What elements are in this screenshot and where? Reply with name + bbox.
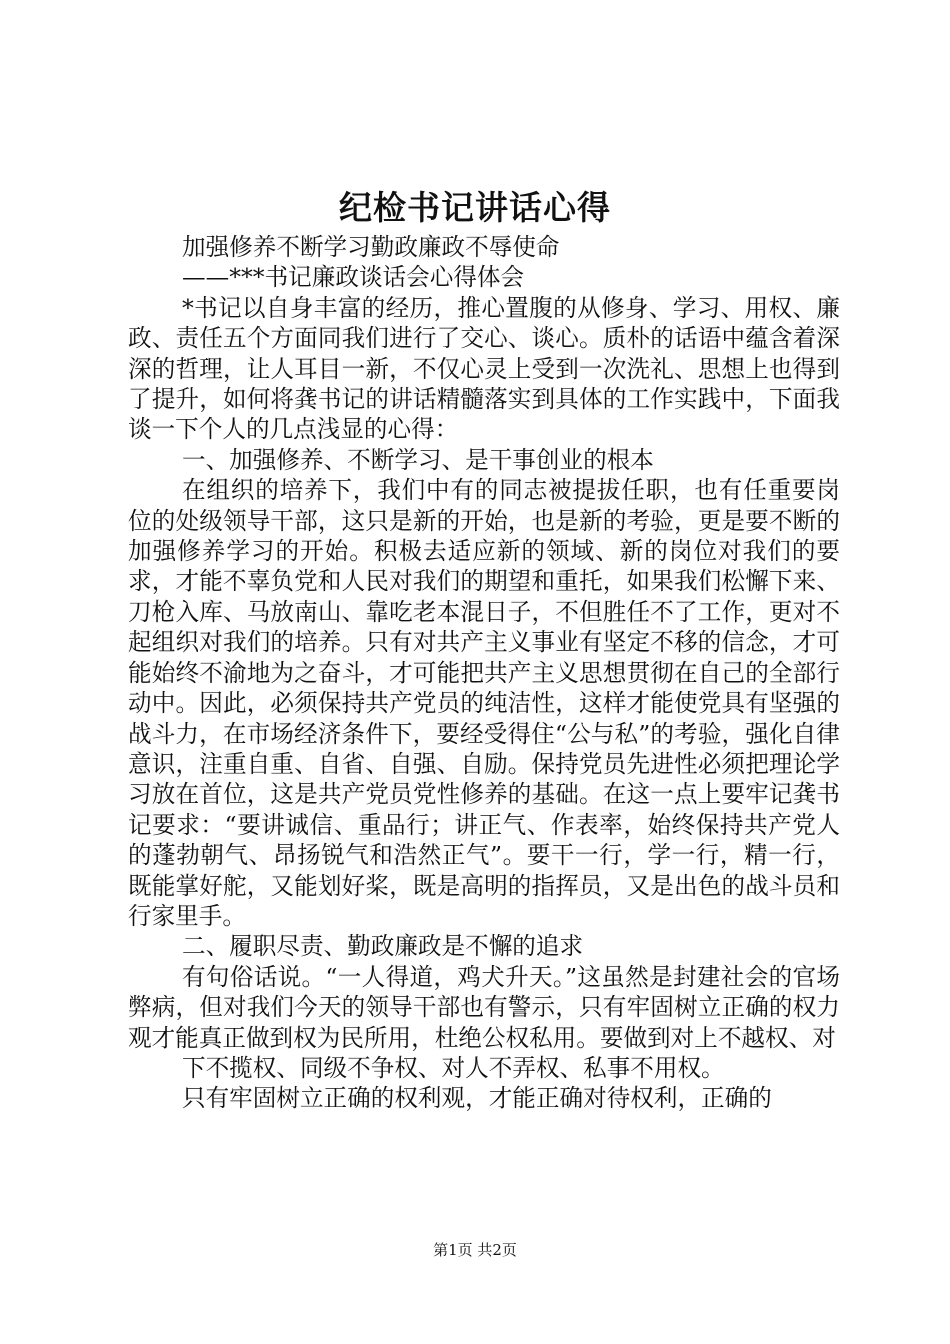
section-heading-one: 一、加强修养、不断学习、是干事创业的根本 — [182, 445, 654, 474]
document-title: 纪检书记讲话心得 — [339, 188, 611, 227]
intro-paragraph: *书记以自身丰富的经历，推心置腹的从修身、学习、用权、廉政、责任五个方面同我们进行了交心、谈心。质朴的话语中蕴含着深深的哲理，让人耳目一新，不仅心灵上受到一次洗礼、思想上也得到了提升，如何将龚书记的讲话精髓落实到具体的工作实践中，下面我谈一下个人的几点浅显的心得： — [128, 293, 840, 444]
document-body — [128, 232, 840, 1114]
section-heading-two: 二、履职尽责、勤政廉政是不懈的追求 — [182, 932, 584, 961]
section-two-final-paragraph: 只有牢固树立正确的权利观，才能正确对待权利，正确的 — [182, 1084, 772, 1113]
section-two-continuation: 下不揽权、同级不争权、对人不弄权、私事不用权。 — [182, 1053, 725, 1082]
page-number-footer: 第1页 共2页 — [433, 1241, 517, 1259]
section-one-paragraph: 在组织的培养下，我们中有的同志被提拔任职，也有任重要岗位的处级领导干部，这只是新的开始，也是新的考验，更是要不断的加强修养学习的开始。积极去适应新的领域、新的岗位对我们的要求，才能不辜负党和人民对我们的期望和重托，如果我们松懈下来、刀枪入库、马放南山、靠吃老本混日子，不但胜任不了工作，更对不起组织对我们的培养。只有对共产主义事业有坚定不移的信念，才可能始终不渝地为之奋斗，才可能把共产主义思想贯彻在自己的全部行动中。因此，必须保持共产党员的纯洁性，这样才能使党具有坚强的战斗力，在市场经济条件下，要经受得住“公与私”的考验，强化自律意识，注重自重、自省、自强、自励。保持党员先进性必须把理论学习放在首位，这是共产党员党性修养的基础。在这一点上要牢记龚书记要求：“要讲诚信、重品行；讲正气、作表率，始终保持共产党人的蓬勃朝气、昂扬锐气和浩然正气”。要干一行，学一行，精一行，既能掌好舵，又能划好桨，既是高明的指挥员，又是出色的战斗员和行家里手。 — [128, 476, 840, 930]
subtitle-byline: ——***书记廉政谈话会心得体会 — [182, 263, 525, 292]
section-two-paragraph: 有句俗话说。“一人得道，鸡犬升天。”这虽然是封建社会的官场弊病，但对我们今天的领导干部也有警示，只有牢固树立正确的权力观才能真正做到权为民所用，杜绝公权私用。要做到对上不越权、对 — [128, 962, 840, 1052]
subtitle-paragraph: 加强修养不断学习勤政廉政不辱使命 — [182, 233, 560, 261]
